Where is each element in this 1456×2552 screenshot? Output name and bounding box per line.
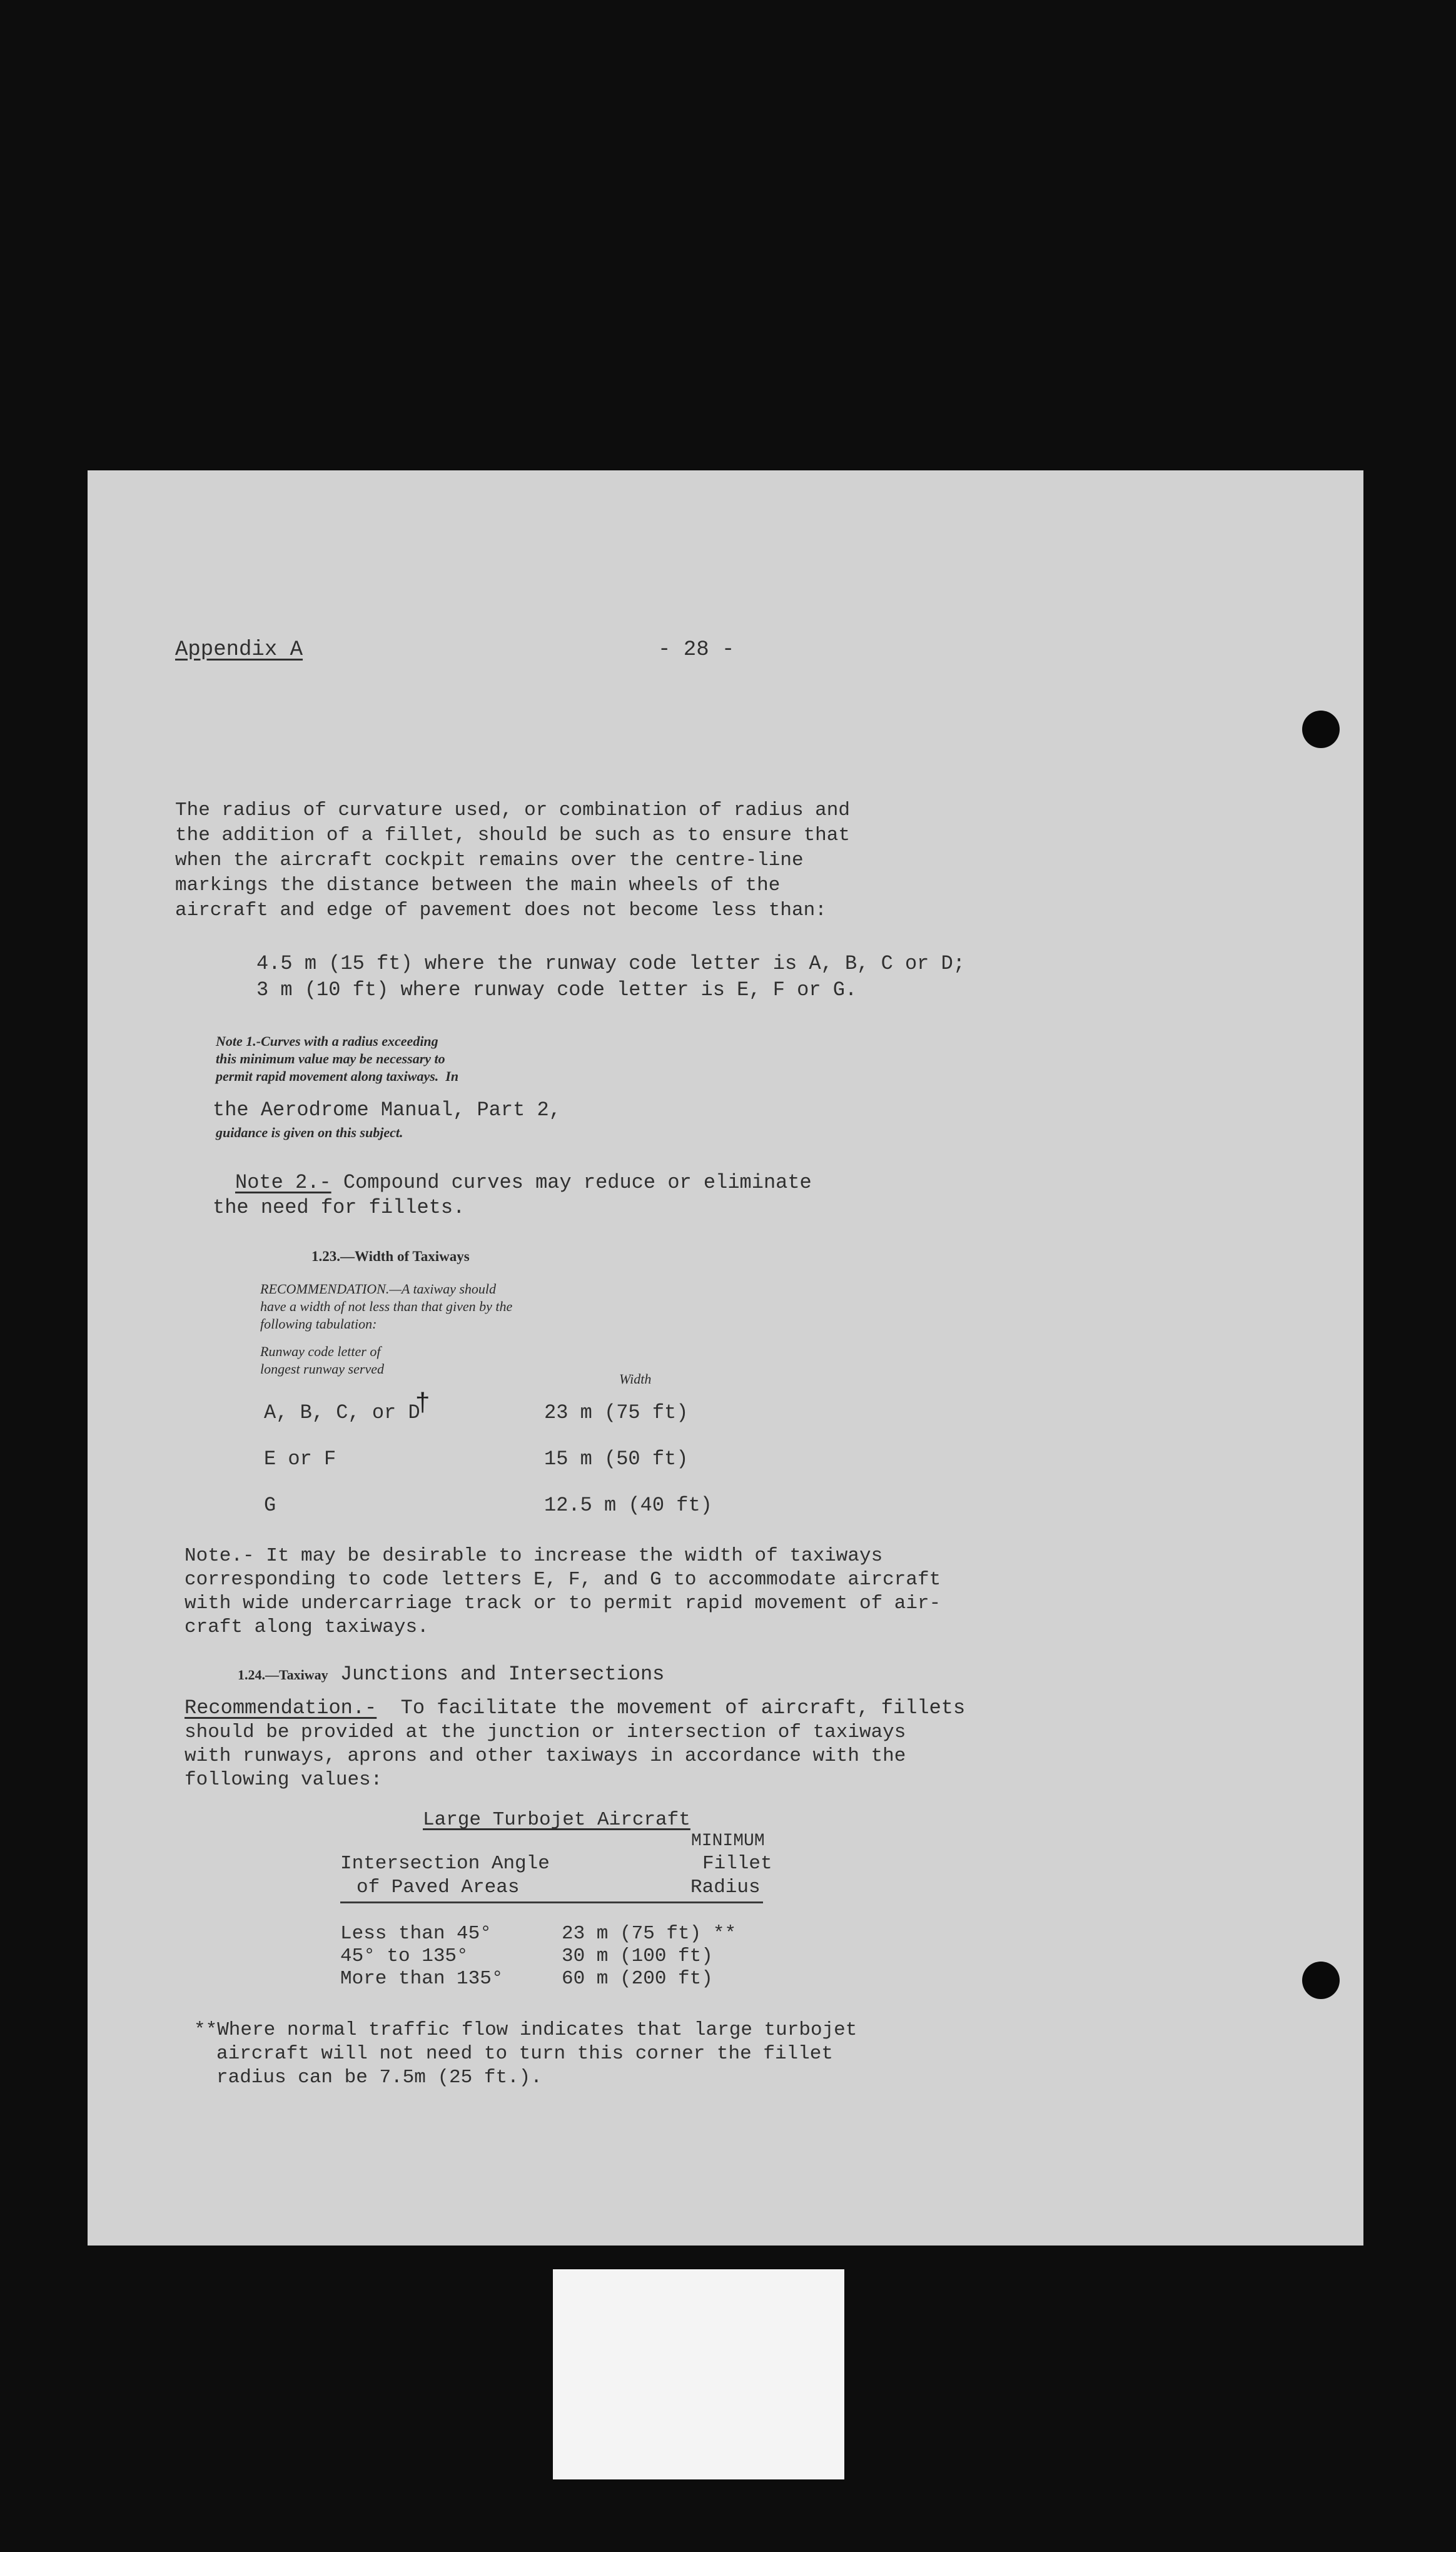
note-1-line: permit rapid movement along taxiways. In <box>216 1068 459 1084</box>
col-header-code: Runway code letter of <box>260 1344 381 1359</box>
note-1-line: Note 1.-Curves with a radius exceeding <box>216 1033 438 1049</box>
note-2-text: Compound curves may reduce or eliminate <box>331 1171 812 1194</box>
section-1-23-heading: 1.23.—Width of Taxiways <box>311 1248 470 1264</box>
punch-hole <box>1302 711 1340 748</box>
note-3-line: craft along taxiways. <box>185 1616 429 1638</box>
note-2-label: Note 2.- <box>235 1171 331 1194</box>
note-1-tail: guidance is given on this subject. <box>216 1125 403 1140</box>
distance-line: 4.5 m (15 ft) where the runway code letter is A, B, C or D; <box>256 952 965 975</box>
width-row-code: G <box>264 1494 276 1517</box>
table-rule <box>340 1901 763 1903</box>
recommendation-text: To facilitate the movement of aircraft, fillets <box>377 1696 966 1719</box>
intro-line: aircraft and edge of pavement does not become less than: <box>175 899 827 921</box>
document-page <box>88 470 1363 2246</box>
note-1-typed-line: the Aerodrome Manual, Part 2, <box>213 1098 561 1122</box>
angle-col-header: Intersection Angle <box>340 1853 550 1875</box>
width-row-value: 15 m (50 ft) <box>544 1447 689 1471</box>
intro-line: The radius of curvature used, or combination of radius and <box>175 799 850 821</box>
footnote-line: **Where normal traffic flow indicates that large turbojet <box>194 2019 857 2041</box>
handwritten-dagger-mark: † <box>415 1387 430 1417</box>
fillet-col-header: Fillet <box>702 1853 772 1875</box>
intro-line: the addition of a fillet, should be such as to ensure that <box>175 824 850 846</box>
recommendation-line: with runways, aprons and other taxiways in accordance with the <box>185 1745 906 1767</box>
recommendation-label: Recommendation.- <box>185 1696 377 1719</box>
radius-cell: 23 m (75 ft) ** <box>562 1923 737 1945</box>
col-header-width: Width <box>619 1371 652 1387</box>
recommendation-line: should be provided at the junction or intersection of taxiways <box>185 1721 906 1743</box>
fillet-table-title: Large Turbojet Aircraft <box>423 1809 690 1831</box>
angle-col-header: of Paved Areas <box>356 1876 520 1898</box>
intro-line: markings the distance between the main wheels of the <box>175 874 781 896</box>
footnote-line: aircraft will not need to turn this corner the fillet <box>216 2043 833 2065</box>
recommendation-line: RECOMMENDATION.—A taxiway should <box>260 1281 497 1297</box>
width-row-value: 12.5 m (40 ft) <box>544 1494 712 1517</box>
punch-hole <box>1302 1962 1340 1999</box>
note-1-line: this minimum value may be necessary to <box>216 1051 445 1066</box>
fillet-col-header: Radius <box>690 1876 761 1898</box>
note-3-line: corresponding to code letters E, F, and G to accommodate aircraft <box>185 1569 941 1591</box>
appendix-label: Appendix A <box>175 638 303 662</box>
recommendation-line: following tabulation: <box>260 1316 377 1332</box>
distance-line: 3 m (10 ft) where runway code letter is E, F or G. <box>256 978 857 1001</box>
note-2-line: the need for fillets. <box>213 1196 465 1219</box>
intro-line: when the aircraft cockpit remains over the centre-line <box>175 849 804 871</box>
recommendation-line: have a width of not less than that given by the <box>260 1299 513 1314</box>
angle-cell: Less than 45° <box>340 1923 492 1945</box>
width-row-code: E or F <box>264 1447 336 1471</box>
col-header-code: longest runway served <box>260 1361 384 1377</box>
note-3-line: with wide undercarriage track or to permit rapid movement of air- <box>185 1592 941 1614</box>
radius-cell: 30 m (100 ft) <box>562 1945 713 1967</box>
note-3-line: Note.- It may be desirable to increase the width of taxiways <box>185 1545 883 1567</box>
page-number: - 28 - <box>658 638 735 662</box>
footnote-line: radius can be 7.5m (25 ft.). <box>216 2067 542 2089</box>
recommendation-line: following values: <box>185 1769 383 1791</box>
angle-cell: 45° to 135° <box>340 1945 468 1967</box>
blank-card <box>553 2269 844 2479</box>
section-1-24-heading: 1.24.—Taxiway Junctions and Intersections <box>238 1663 665 1686</box>
radius-cell: 60 m (200 ft) <box>562 1968 713 1990</box>
fillet-col-header: MINIMUM <box>691 1831 765 1851</box>
width-row-code: A, B, C, or D <box>264 1401 420 1424</box>
width-row-value: 23 m (75 ft) <box>544 1401 689 1424</box>
angle-cell: More than 135° <box>340 1968 503 1990</box>
